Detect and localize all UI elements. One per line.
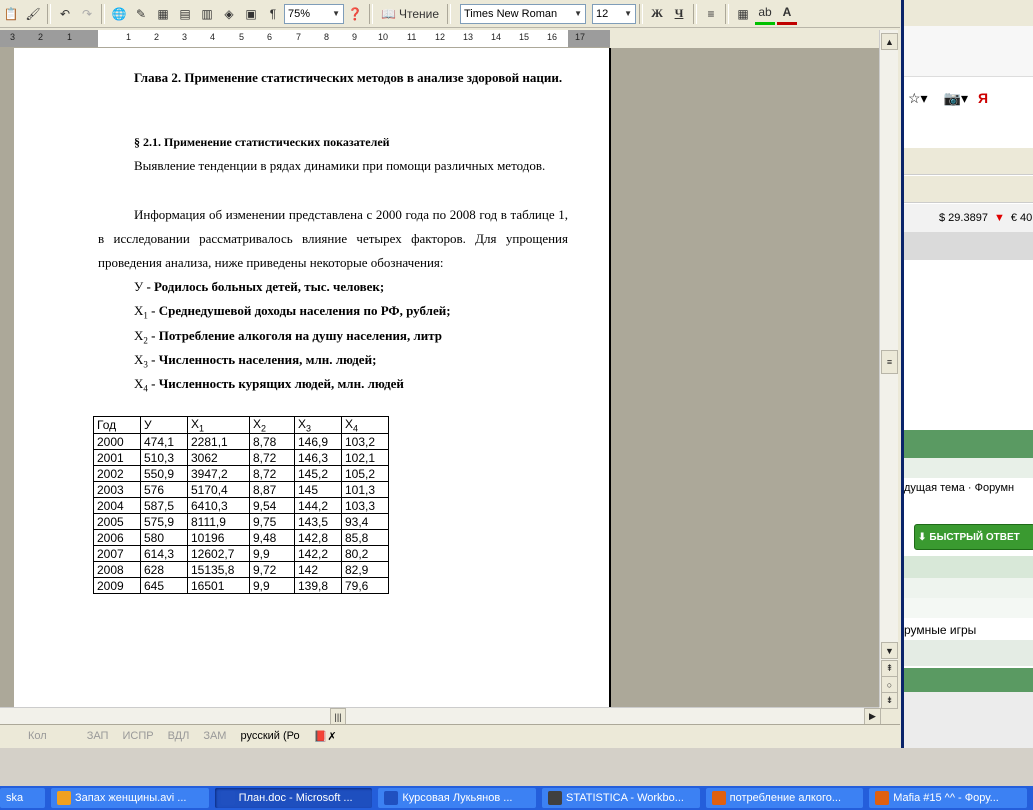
bold-button[interactable]: Ж	[651, 6, 663, 20]
separator	[101, 4, 105, 24]
table-cell: 9,54	[250, 498, 295, 514]
forum-footer	[904, 668, 1033, 692]
book-icon: 📖	[381, 6, 396, 21]
table-cell: 587,5	[141, 498, 188, 514]
table-row	[94, 546, 389, 562]
ruler-tick: 8	[324, 32, 330, 42]
legend-line: $X_3$ - Численность населения, млн. людей;	[134, 352, 377, 370]
section-heading: § 2.1. Применение статистических показателей	[134, 135, 390, 149]
forum-content	[904, 260, 1033, 430]
table-cell: 9,75	[250, 514, 295, 530]
app-icon	[384, 791, 398, 805]
forum-header	[904, 430, 1033, 458]
app-icon	[712, 791, 726, 805]
table-cell: 101,3	[342, 482, 389, 498]
table-cell: 2008	[94, 562, 141, 578]
taskbar-item-label: STATISTICA - Workbo...	[565, 792, 684, 804]
table-row	[94, 450, 389, 466]
undo-icon[interactable]: ↶	[59, 6, 71, 21]
forum-row	[904, 458, 1033, 478]
forum-games-link[interactable]	[904, 620, 1033, 640]
table-cell: 79,6	[342, 578, 389, 594]
align-left-icon[interactable]: ≡	[707, 6, 715, 21]
table-cell: 105,2	[342, 466, 389, 482]
table-cell: 146,9	[295, 434, 342, 450]
table-cell: 5170,4	[188, 482, 250, 498]
browser-row	[904, 176, 1033, 203]
drawing-icon[interactable]: ◈	[224, 6, 234, 21]
taskbar	[0, 786, 1033, 810]
table-row	[94, 482, 389, 498]
table-cell: 2009	[94, 578, 141, 594]
horizontal-scrollbar[interactable]	[0, 707, 879, 724]
data-table	[93, 416, 389, 594]
quick-reply-button[interactable]	[914, 524, 1033, 550]
table-cell: 3947,2	[188, 466, 250, 482]
table-cell: 103,2	[342, 434, 389, 450]
table-cell: 103,3	[342, 498, 389, 514]
taskbar-item[interactable]	[378, 788, 536, 808]
table-cell: 3062	[188, 450, 250, 466]
taskbar-item-label: План.doc - Microsoft ...	[238, 792, 353, 804]
table-cell: 8,87	[250, 482, 295, 498]
legend-line: $X_1$ - Среднедушевой доходы населения по РФ, рублей;	[134, 303, 451, 321]
legend-line: $X_2$ - Потребление алкоголя на душу населения, литр	[134, 328, 443, 346]
status-ispr: ИСПР	[122, 730, 154, 742]
legend-line: У - Родилось больных детей, тыс. человек;	[134, 279, 385, 294]
reading-label: Чтение	[398, 6, 439, 21]
ruler-tick: 13	[463, 32, 474, 42]
help-icon[interactable]: ❓	[347, 6, 363, 21]
table-cell: 580	[141, 530, 188, 546]
taskbar-item[interactable]	[51, 788, 209, 808]
browse-object-icon[interactable]: ○	[881, 676, 898, 693]
hyperlink-icon[interactable]: 🌐	[111, 6, 127, 21]
separator	[725, 4, 729, 24]
table-cell: 510,3	[141, 450, 188, 466]
taskbar-item-label: потребление алкого...	[729, 792, 842, 804]
ruler-tick: 17	[575, 32, 586, 42]
taskbar-item-label: Mafia #15 ^^ - Фору...	[893, 792, 999, 804]
doc-map-icon[interactable]: ▣	[245, 6, 257, 21]
chevron-down-icon: ▼	[332, 9, 340, 18]
table-cell: 2001	[94, 450, 141, 466]
ruler-tick: 12	[435, 32, 446, 42]
table-cell: 2007	[94, 546, 141, 562]
table-row	[94, 498, 389, 514]
table-cell: 9,9	[250, 546, 295, 562]
ruler-tick: 4	[210, 32, 216, 42]
status-zam: ЗАМ	[203, 730, 227, 742]
reading-mode-button[interactable]	[377, 4, 443, 24]
taskbar-item[interactable]	[706, 788, 864, 808]
browser-row	[904, 118, 1033, 149]
ruler-tick: 10	[378, 32, 389, 42]
table-cell: 85,8	[342, 530, 389, 546]
camera-icon[interactable]: 📷▾	[943, 89, 969, 106]
separator	[47, 4, 51, 24]
browser-addressbar	[904, 78, 1033, 119]
ruler-tick: 7	[296, 32, 302, 42]
table-row	[94, 434, 389, 450]
table-cell: 145	[295, 482, 342, 498]
next-page-icon[interactable]: ⇟	[881, 692, 898, 709]
forum-row	[904, 598, 1033, 618]
forum-row	[904, 640, 1033, 666]
browser-toolbar	[904, 0, 1033, 26]
table-cell: 142,8	[295, 530, 342, 546]
taskbar-item[interactable]	[542, 788, 700, 808]
table-cell: 8,78	[250, 434, 295, 450]
table-row	[94, 466, 389, 482]
ruler-tick: 9	[352, 32, 358, 42]
separator	[639, 4, 643, 24]
table-cell: 93,4	[342, 514, 389, 530]
ruler-tick: 3	[10, 32, 16, 42]
table-cell: 9,48	[250, 530, 295, 546]
scroll-right-icon[interactable]: ▶	[864, 708, 881, 725]
ruler-tick: 2	[154, 32, 160, 42]
app-icon	[548, 791, 562, 805]
topic-nav[interactable]	[904, 478, 1033, 498]
ruler-tick: 3	[182, 32, 188, 42]
yandex-icon[interactable]: Я	[978, 90, 989, 106]
insert-excel-icon[interactable]: ▤	[179, 6, 191, 21]
chevron-down-icon: ▼	[624, 9, 632, 18]
ruler-tick: 5	[239, 32, 245, 42]
status-language: русский (Ро	[240, 730, 300, 742]
ruler-tick: 15	[519, 32, 530, 42]
header-cell: $X_2$	[250, 417, 295, 434]
table-cell: 2000	[94, 434, 141, 450]
separator	[369, 4, 373, 24]
table-cell: 614,3	[141, 546, 188, 562]
table-cell: 8,72	[250, 466, 295, 482]
table-cell: 8,72	[250, 450, 295, 466]
usd-rate: $ 29.3897	[939, 212, 988, 224]
table-cell: 575,9	[141, 514, 188, 530]
table-cell: 2005	[94, 514, 141, 530]
table-cell: 2002	[94, 466, 141, 482]
prev-page-icon[interactable]: ⇞	[881, 660, 898, 677]
scroll-up-icon[interactable]: ▲	[881, 33, 898, 50]
quick-reply-label: БЫСТРЫЙ ОТВЕТ	[929, 531, 1020, 543]
app-icon	[57, 791, 71, 805]
header-cell: $X_3$	[295, 417, 342, 434]
taskbar-item-label: Курсовая Лукьянов ...	[402, 792, 513, 804]
font-size-select[interactable]	[592, 4, 636, 24]
ruler-tick: 1	[126, 32, 132, 42]
show-marks-icon[interactable]: ¶	[269, 6, 277, 21]
font-color-icon[interactable]: A	[777, 2, 797, 25]
table-cell: 143,5	[295, 514, 342, 530]
borders-icon[interactable]: ▦	[737, 6, 749, 21]
table-cell: 146,3	[295, 450, 342, 466]
table-cell: 144,2	[295, 498, 342, 514]
table-cell: 576	[141, 482, 188, 498]
browser-row	[904, 148, 1033, 175]
currency-bar	[904, 204, 1033, 232]
table-cell: 15135,8	[188, 562, 250, 578]
ruler-tick: 14	[491, 32, 502, 42]
header-cell: Год	[94, 417, 141, 434]
separator	[693, 4, 697, 24]
forum-row	[904, 692, 1033, 748]
columns-icon[interactable]: ▥	[201, 6, 213, 21]
topic-nav-text: дущая тема · Форумн	[904, 482, 1015, 494]
header-cell: $X_4$	[342, 417, 389, 434]
paste-icon[interactable]: 📋	[3, 6, 19, 21]
legend-line: $X_4$ - Численность курящих людей, млн. людей	[134, 376, 404, 394]
header-cell: $X_1$	[188, 417, 250, 434]
table-cell: 6410,3	[188, 498, 250, 514]
table-cell: 550,9	[141, 466, 188, 482]
font-name-select[interactable]	[460, 4, 586, 24]
table-cell: 2281,1	[188, 434, 250, 450]
forum-row	[904, 556, 1033, 578]
down-arrow-icon: ▼	[993, 212, 1005, 224]
zoom-select[interactable]	[284, 4, 344, 24]
header-cell: У	[141, 417, 188, 434]
taskbar-item[interactable]	[0, 788, 45, 808]
ruler-tick: 6	[267, 32, 273, 42]
forum-row	[904, 578, 1033, 598]
font-size-value: 12	[596, 7, 609, 20]
insert-table-icon[interactable]: ▦	[157, 6, 169, 21]
reply-icon: ⬇	[918, 531, 927, 543]
table-cell: 645	[141, 578, 188, 594]
app-icon	[221, 791, 235, 805]
ruler-tick: 16	[547, 32, 558, 42]
paragraph-2: Информация об изменении представлена с 2000 года по 2008 год в таблице 1, в исследовании рассматривалось влияние четырех факторов. Для упрощения проведения анализа, ниже приведены некоторые обозначения:	[98, 207, 568, 270]
draw-table-icon[interactable]: ✎	[135, 6, 147, 21]
star-icon[interactable]: ☆▾	[908, 89, 928, 106]
status-zap: ЗАП	[86, 730, 109, 742]
document-page[interactable]	[14, 48, 611, 707]
hscroll-thumb[interactable]: |||	[330, 708, 346, 725]
table-cell: 82,9	[342, 562, 389, 578]
chevron-down-icon: ▼	[574, 9, 582, 18]
table-cell: 102,1	[342, 450, 389, 466]
format-painter-icon[interactable]: 🖌	[25, 6, 41, 21]
ruler-tick: 11	[407, 32, 417, 42]
table-body	[94, 434, 389, 594]
eur-rate: € 40	[1010, 212, 1033, 224]
chapter-heading: Глава 2. Применение статистических методов в анализе здоровой нации.	[134, 70, 563, 85]
spellcheck-icon[interactable]: 📕✗	[313, 730, 337, 743]
table-row	[94, 514, 389, 530]
status-vdl: ВДЛ	[167, 730, 190, 742]
table-row	[94, 530, 389, 546]
font-name-value: Times New Roman	[464, 7, 558, 20]
table-cell: 80,2	[342, 546, 389, 562]
scroll-down-icon[interactable]: ▼	[881, 642, 898, 659]
app-icon	[875, 791, 889, 805]
table-cell: 9,9	[250, 578, 295, 594]
table-cell: 10196	[188, 530, 250, 546]
status-bar	[0, 724, 900, 747]
separator	[447, 4, 451, 24]
table-cell: 142,2	[295, 546, 342, 562]
table-cell: 16501	[188, 578, 250, 594]
table-row	[94, 562, 389, 578]
taskbar-item[interactable]	[215, 788, 373, 808]
ruler-tick: 2	[38, 32, 44, 42]
taskbar-item-label: Запах женщины.avi ...	[75, 792, 187, 804]
table-cell: 8111,9	[188, 514, 250, 530]
table-header-row	[94, 417, 389, 434]
taskbar-item-label: ska	[6, 792, 24, 804]
scroll-thumb[interactable]: ≡	[881, 350, 898, 374]
table-cell: 12602,7	[188, 546, 250, 562]
horizontal-ruler[interactable]	[0, 30, 610, 48]
table-row	[94, 578, 389, 594]
browser-blank	[904, 26, 1033, 77]
table-cell: 142	[295, 562, 342, 578]
paragraph-1: Выявление тенденции в рядах динамики при помощи различных методов.	[134, 158, 546, 173]
table-cell: 2006	[94, 530, 141, 546]
table-cell: 2004	[94, 498, 141, 514]
vertical-scrollbar[interactable]	[879, 30, 898, 707]
table-cell: 2003	[94, 482, 141, 498]
table-cell: 9,72	[250, 562, 295, 578]
ruler-tick: 1	[67, 32, 73, 42]
formatting-toolbar	[0, 0, 900, 28]
table-cell: 139,8	[295, 578, 342, 594]
document-area	[0, 48, 879, 707]
redo-icon[interactable]: ↷	[81, 6, 93, 21]
table-cell: 145,2	[295, 466, 342, 482]
browser-window	[904, 0, 1033, 748]
highlight-icon[interactable]: ab	[755, 2, 775, 25]
underline-button[interactable]: Ч	[674, 6, 684, 20]
zoom-value: 75%	[288, 7, 311, 20]
taskbar-item[interactable]	[869, 788, 1027, 808]
status-col: Кол	[28, 730, 47, 742]
browser-row	[904, 232, 1033, 260]
table-cell: 628	[141, 562, 188, 578]
table-cell: 474,1	[141, 434, 188, 450]
forum-games-label: румные игры	[904, 623, 977, 637]
